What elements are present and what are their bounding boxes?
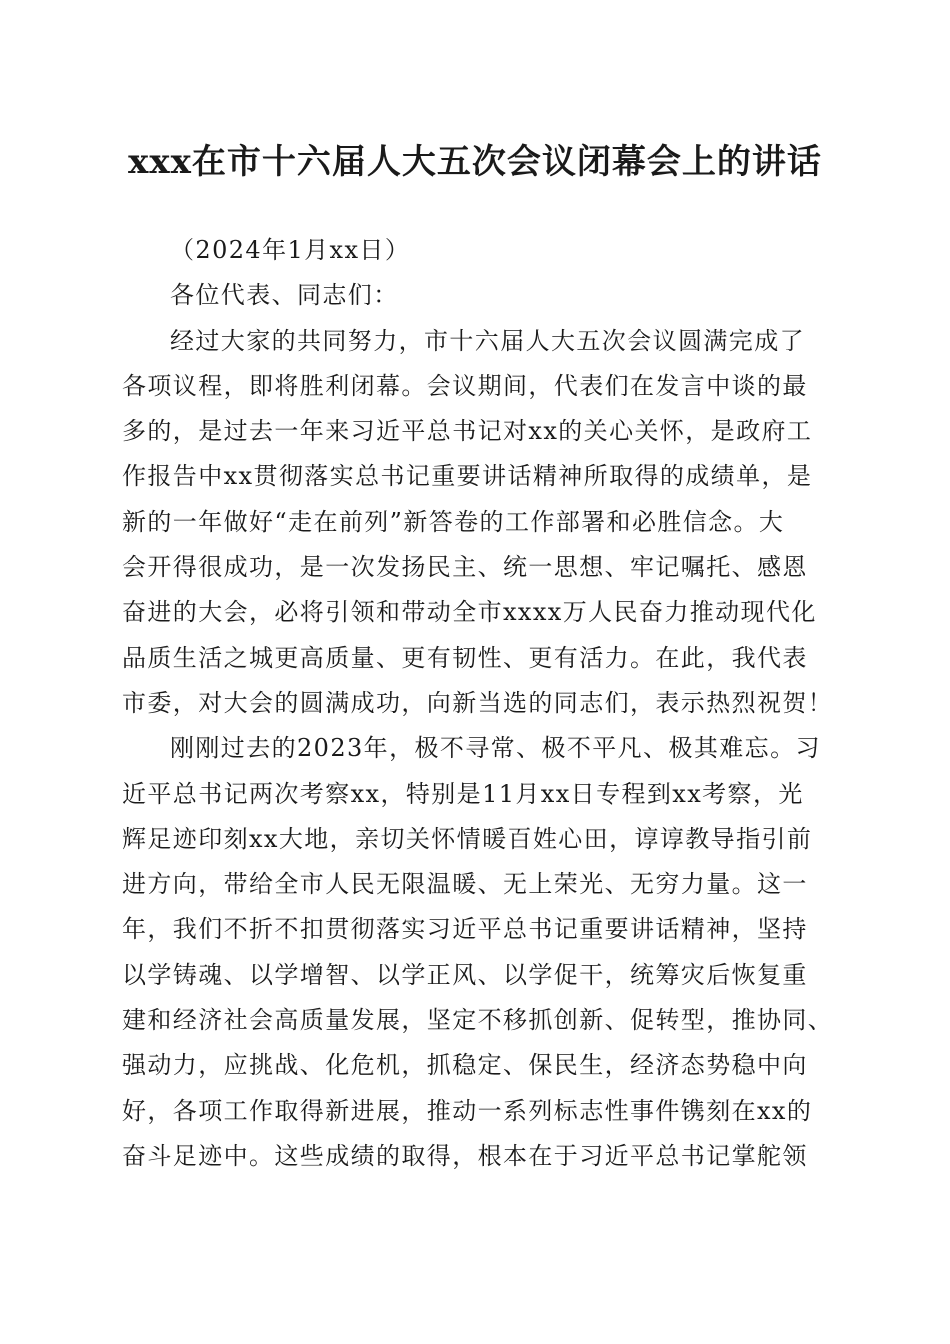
paragraph-line: 进方向，带给全市人民无限温暖、无上荣光、无穷力量。这一 — [122, 870, 808, 899]
paragraph-line: 建和经济社会高质量发展，坚定不移抓创新、促转型，推协同、 — [122, 1006, 834, 1035]
paragraph-line: 经过大家的共同努力，市十六届人大五次会议圆满完成了 — [170, 326, 805, 355]
paragraph-line: 奋斗足迹中。这些成绩的取得，根本在于习近平总书记掌舵领 — [122, 1141, 808, 1170]
document-body — [122, 228, 834, 1179]
paragraph-line: 作报告中xx贯彻落实总书记重要讲话精神所取得的成绩单，是 — [122, 462, 813, 491]
paragraph-line: 辉足迹印刻xx大地，亲切关怀情暖百姓心田，谆谆教导指引前 — [122, 824, 813, 853]
paragraph-line: 市委，对大会的圆满成功，向新当选的同志们，表示热烈祝贺！ — [122, 688, 834, 717]
paragraph-line: 会开得很成功，是一次发扬民主、统一思想、牢记嘱托、感恩 — [122, 553, 808, 582]
paragraph-1 — [122, 319, 834, 727]
paragraph-line: 好，各项工作取得新进展，推动一系列标志性事件镌刻在xx的 — [122, 1096, 813, 1125]
paragraph-line: 品质生活之城更高质量、更有韧性、更有活力。在此，我代表 — [122, 643, 808, 672]
date-line: （2024年1月xx日） — [170, 236, 411, 264]
paragraph-line: 各项议程，即将胜利闭幕。会议期间，代表们在发言中谈的最 — [122, 371, 808, 400]
paragraph-2 — [122, 726, 834, 1179]
paragraph-line: 奋进的大会，必将引领和带动全市xxxx万人民奋力推动现代化 — [122, 598, 817, 627]
paragraph-line: 新的一年做好“走在前列”新答卷的工作部署和必胜信念。大 — [122, 507, 785, 536]
paragraph-line: 刚刚过去的2023年，极不寻常、极不平凡、极其难忘。习 — [170, 734, 821, 763]
document-title: xxx在市十六届人大五次会议闭幕会上的讲话 — [128, 142, 822, 182]
paragraph-line: 年，我们不折不扣贯彻落实习近平总书记重要讲话精神，坚持 — [122, 915, 808, 944]
paragraph-line: 近平总书记两次考察xx，特别是11月xx日专程到xx考察，光 — [122, 779, 804, 808]
salutation: 各位代表、同志们： — [170, 281, 399, 310]
paragraph-line: 强动力，应挑战、化危机，抓稳定、保民生，经济态势稳中向 — [122, 1051, 808, 1080]
paragraph-line: 多的，是过去一年来习近平总书记对xx的关心关怀，是政府工 — [122, 417, 813, 446]
paragraph-line: 以学铸魂、以学增智、以学正风、以学促干，统筹灾后恢复重 — [122, 960, 808, 989]
